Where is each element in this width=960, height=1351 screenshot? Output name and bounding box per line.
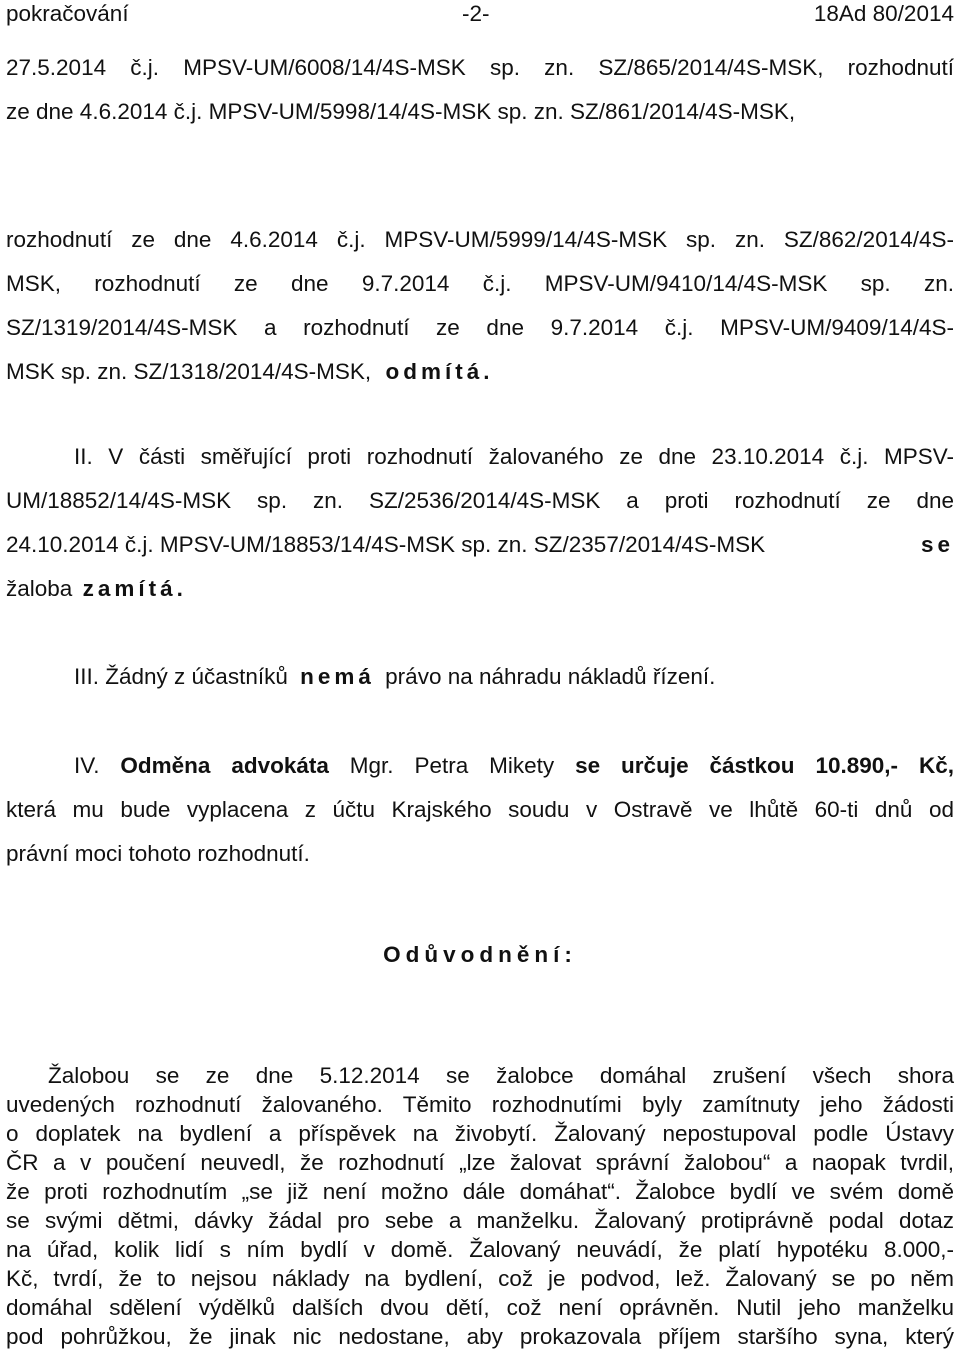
sec4-bold-2: se určuje částkou 10.890,- Kč, — [575, 753, 954, 778]
header-page-number: -2- — [462, 1, 490, 26]
reasoning-line-9: domáhal sdělení výdělků dalších dvou dětí, což není oprávněn. Nutil jeho manželku — [6, 1295, 954, 1320]
sec3-prefix: III. Žádný z účastníků — [74, 664, 288, 689]
sec4-line-1 — [74, 752, 954, 780]
sec2-line-3 — [6, 531, 954, 559]
header-left: pokračování — [6, 1, 129, 26]
reasoning-line-6: se svými dětmi, dávky žádal pro sebe a manželku. Žalovaný protiprávně podal dotaz — [6, 1208, 954, 1233]
sec4-line-3: právní moci tohoto rozhodnutí. — [6, 841, 310, 866]
lead-line-2: ze dne 4.6.2014 č.j. MPSV-UM/5998/14/4S-MSK sp. zn. SZ/861/2014/4S-MSK, — [6, 99, 796, 124]
reasoning-line-2: uvedených rozhodnutí žalovaného. Těmito rozhodnutími byly zamítnuty jeho žádosti — [6, 1092, 954, 1117]
header-case-number: 18Ad 80/2014 — [813, 1, 954, 26]
sec2-line-4 — [6, 575, 954, 603]
sec2-line-1: II. V části směřující proti rozhodnutí žalovaného ze dne 23.10.2014 č.j. MPSV- — [74, 444, 954, 469]
sec2-line-2: UM/18852/14/4S-MSK sp. zn. SZ/2536/2014/4S-MSK a proti rozhodnutí ze dne — [6, 488, 954, 513]
reasoning-line-8: Kč, tvrdí, že to nejsou náklady na bydlení, což je podvod, lež. Žalovaný se po něm — [6, 1266, 954, 1291]
reasoning-line-5: že proti rozhodnutím „se již není možno dále domáhat“. Žalobce bydlí ve svém domě — [6, 1179, 954, 1204]
sec4-text-1: Mgr. Petra Mikety — [349, 753, 555, 778]
lead-line-1: 27.5.2014 č.j. MPSV-UM/6008/14/4S-MSK sp. zn. SZ/865/2014/4S-MSK, rozhodnutí — [6, 55, 954, 80]
reasoning-heading: Odůvodnění: — [383, 942, 577, 967]
sec2-line-3-text: 24.10.2014 č.j. MPSV-UM/18853/14/4S-MSK sp. zn. SZ/2357/2014/4S-MSK — [6, 532, 766, 557]
sec2-line-3-bold: se — [920, 532, 954, 557]
verdict-odmita: odmítá. — [385, 359, 494, 384]
sec3-suffix: právo na náhradu nákladů řízení. — [385, 664, 716, 689]
par1-line-2: MSK, rozhodnutí ze dne 9.7.2014 č.j. MPSV-UM/9410/14/4S-MSK sp. zn. — [6, 271, 954, 296]
par1-line-4 — [6, 358, 954, 386]
reasoning-line-10: pod pohrůžkou, že jinak nic nedostane, aby prokazovala příjem staršího syna, který — [6, 1324, 954, 1349]
reasoning-line-1: Žalobou se ze dne 5.12.2014 se žalobce domáhal zrušení všech shora — [48, 1063, 954, 1088]
sec3-line — [74, 663, 954, 691]
sec2-line-4-text: žaloba — [6, 576, 73, 601]
sec4-bold-1: Odměna advokáta — [120, 753, 329, 778]
verdict-nema: nemá — [300, 664, 375, 689]
sec4-num: IV. — [74, 753, 100, 778]
par1-line-1: rozhodnutí ze dne 4.6.2014 č.j. MPSV-UM/5999/14/4S-MSK sp. zn. SZ/862/2014/4S- — [6, 227, 954, 252]
sec4-line-2: která mu bude vyplacena z účtu Krajského soudu v Ostravě ve lhůtě 60-ti dnů od — [6, 797, 954, 822]
reasoning-line-4: ČR a v poučení neuvedl, že rozhodnutí „lze žalovat správní žalobou“ a naopak tvrdil, — [6, 1150, 954, 1175]
par1-line-3: SZ/1319/2014/4S-MSK a rozhodnutí ze dne 9.7.2014 č.j. MPSV-UM/9409/14/4S- — [6, 315, 954, 340]
par1-line-4-text: MSK sp. zn. SZ/1318/2014/4S-MSK, — [6, 359, 372, 384]
verdict-zamita: zamítá. — [82, 576, 187, 601]
reasoning-line-3: o doplatek na bydlení a příspěvek na živobytí. Žalovaný nepostupoval podle Ústavy — [6, 1121, 954, 1146]
reasoning-line-7: na úřad, kolik lidí s ním bydlí v domě. Žalovaný neuvádí, že platí hypotéku 8.000,- — [6, 1237, 954, 1262]
